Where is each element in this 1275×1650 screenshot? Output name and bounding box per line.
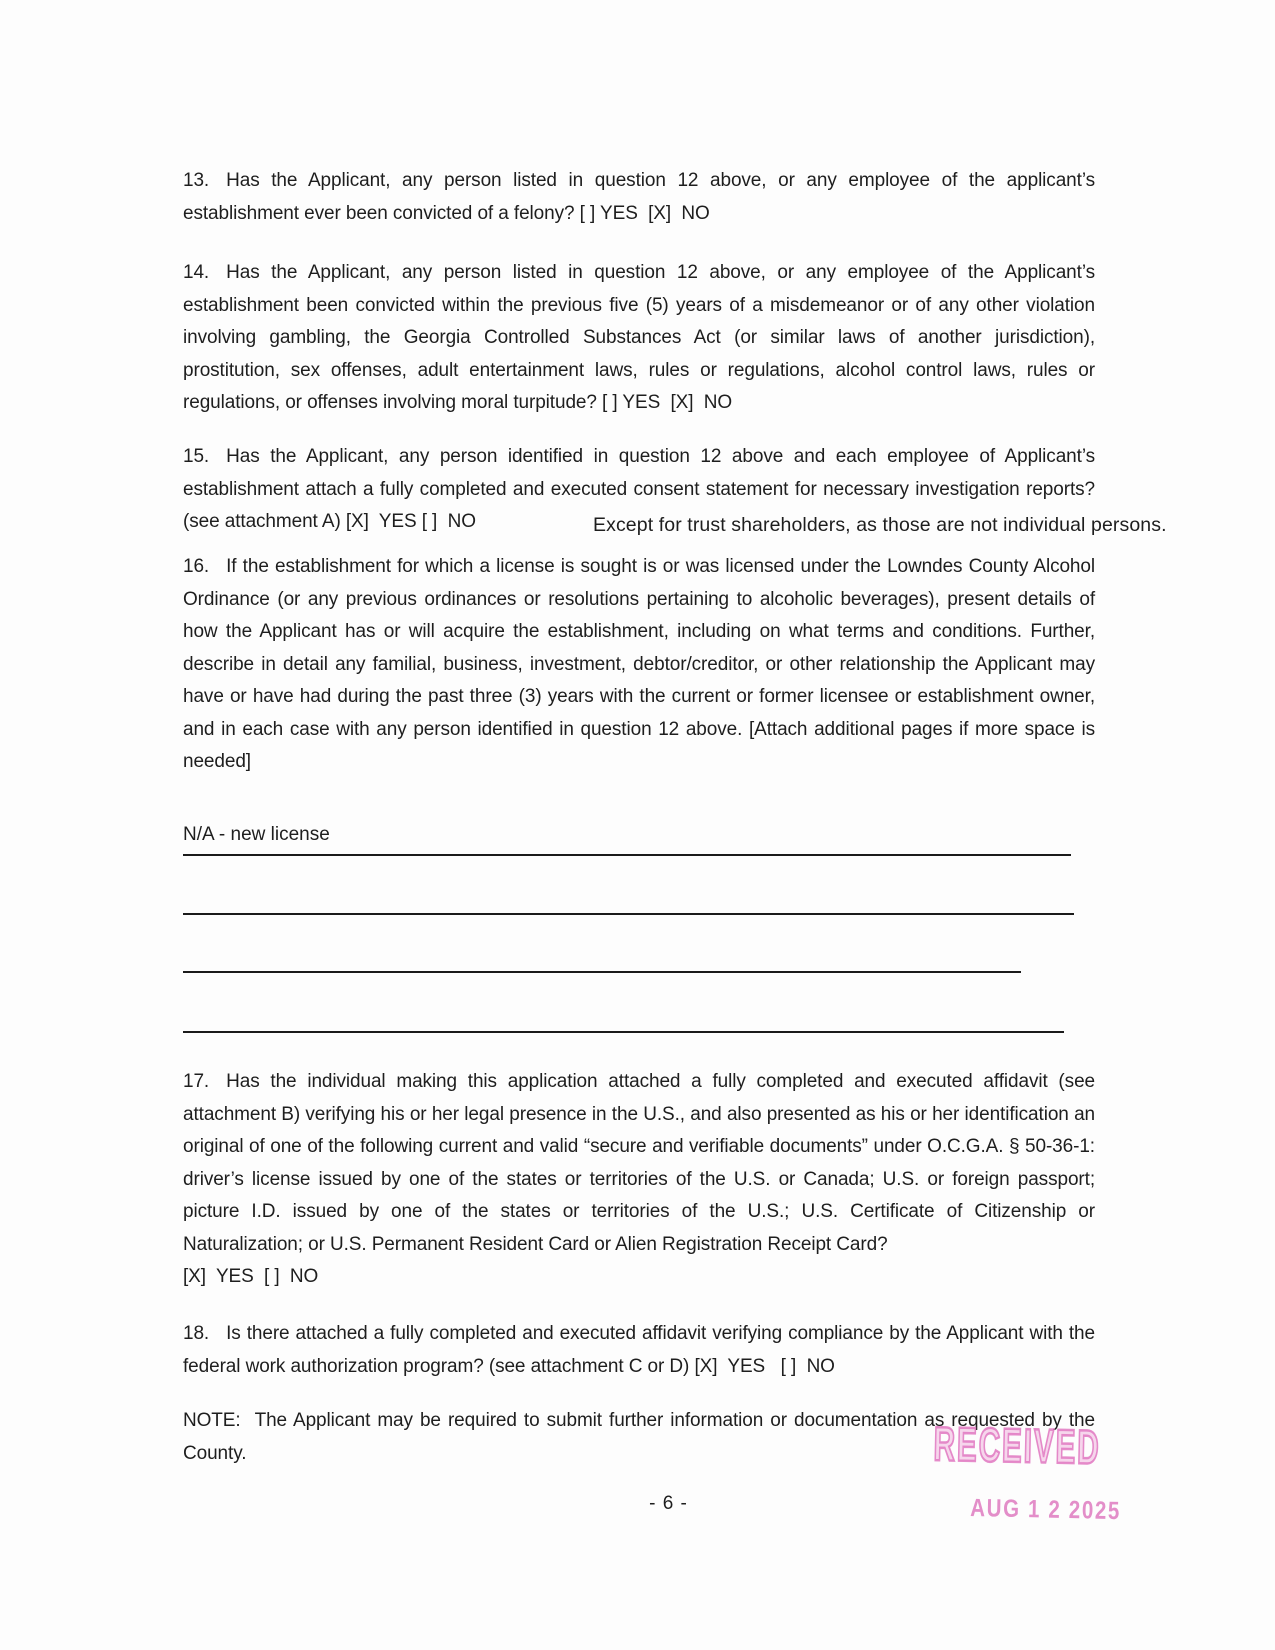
question-18-text: Is there attached a fully completed and executed affidavit verifying compliance by the Applicant with the federal work authorization program? (see attachment C or D) bbox=[183, 1323, 1095, 1377]
question-16-response: N/A - new license bbox=[183, 824, 330, 845]
received-stamp-text: RECEIVED bbox=[933, 1418, 1102, 1475]
question-15-answer: [X] YES [ ] NO bbox=[345, 511, 476, 532]
blank-answer-line bbox=[183, 913, 1074, 915]
question-13-answer: [ ] YES [X] NO bbox=[579, 202, 710, 224]
question-14 bbox=[183, 257, 1095, 420]
question-17-text: Has the individual making this application attached a fully completed and executed affidavit (see attachment B) verifying his or her legal presence in the U.S., and also presented as his or her identification an original of one of the following current and valid “secure and verifiable documents” under O.C.G.A. § 50-36-1: driver’s license issued by one of the states or territories of the U.S. or Canada; U.S. or foreign passport; picture I.D. issued by one of the states or territories of the U.S.; U.S. Certificate of Citizenship or Naturalization; or U.S. Permanent Resident Card or Alien Registration Receipt Card? bbox=[183, 1071, 1095, 1255]
question-16-number: 16. bbox=[183, 556, 210, 577]
question-15-number: 15. bbox=[183, 446, 210, 467]
question-17-number: 17. bbox=[183, 1071, 210, 1092]
question-14-number: 14. bbox=[183, 262, 210, 283]
question-14-answer: [ ] YES [X] NO bbox=[602, 392, 733, 413]
received-stamp bbox=[932, 1418, 1203, 1528]
page-number: - 6 - bbox=[649, 1493, 688, 1514]
blank-answer-line bbox=[183, 1031, 1064, 1033]
question-13 bbox=[183, 165, 1095, 230]
question-14-text: Has the Applicant, any person listed in question 12 above, or any employee of the Applicant’s establishment been convicted within the previous five (5) years of a misdemeanor or of any other violation involving gambling, the Georgia Controlled Substances Act (or similar laws of another jurisdiction), prostitution, sex offenses, adult entertainment laws, rules or regulations, alcohol control laws, rules or regulations, or offenses involving moral turpitude? bbox=[183, 262, 1095, 413]
question-17 bbox=[183, 1066, 1095, 1294]
question-18-number: 18. bbox=[183, 1323, 210, 1344]
question-18-answer: [X] YES [ ] NO bbox=[694, 1355, 835, 1377]
note-text: The Applicant may be required to submit further information or documentation as requested by the County. bbox=[183, 1410, 1095, 1464]
question-18 bbox=[183, 1318, 1095, 1383]
response-underline bbox=[183, 854, 1071, 856]
received-stamp-date: AUG 1 2 2025 bbox=[969, 1493, 1122, 1526]
question-13-text: Has the Applicant, any person listed in question 12 above, or any employee of the applicant’s establishment ever been convicted of a felony? bbox=[183, 170, 1095, 224]
question-13-number: 13. bbox=[183, 170, 210, 191]
question-15-text: Has the Applicant, any person identified in question 12 above and each employee of Applicant’s establishment attach a fully completed and executed consent statement for necessary investigation reports? (see attachment A) bbox=[183, 446, 1095, 532]
question-16 bbox=[183, 551, 1095, 779]
question-15-annotation: Except for trust shareholders, as those are not individual persons. bbox=[593, 514, 1167, 536]
question-17-answer: [X] YES [ ] NO bbox=[183, 1266, 319, 1287]
question-16-text: If the establishment for which a license is sought is or was licensed under the Lowndes County Alcohol Ordinance (or any previous ordinances or resolutions pertaining to alcoholic beverages), present details of how the Applicant has or will acquire the establishment, including on what terms and conditions. Further, describe in detail any familial, business, investment, debtor/creditor, or other relationship the Applicant may have or have had during the past three (3) years with the current or former licensee or establishment owner, and in each case with any person identified in question 12 above. [Attach additional pages if more space is needed] bbox=[183, 556, 1095, 772]
blank-answer-line bbox=[183, 971, 1021, 973]
note-label: NOTE: bbox=[183, 1410, 241, 1431]
